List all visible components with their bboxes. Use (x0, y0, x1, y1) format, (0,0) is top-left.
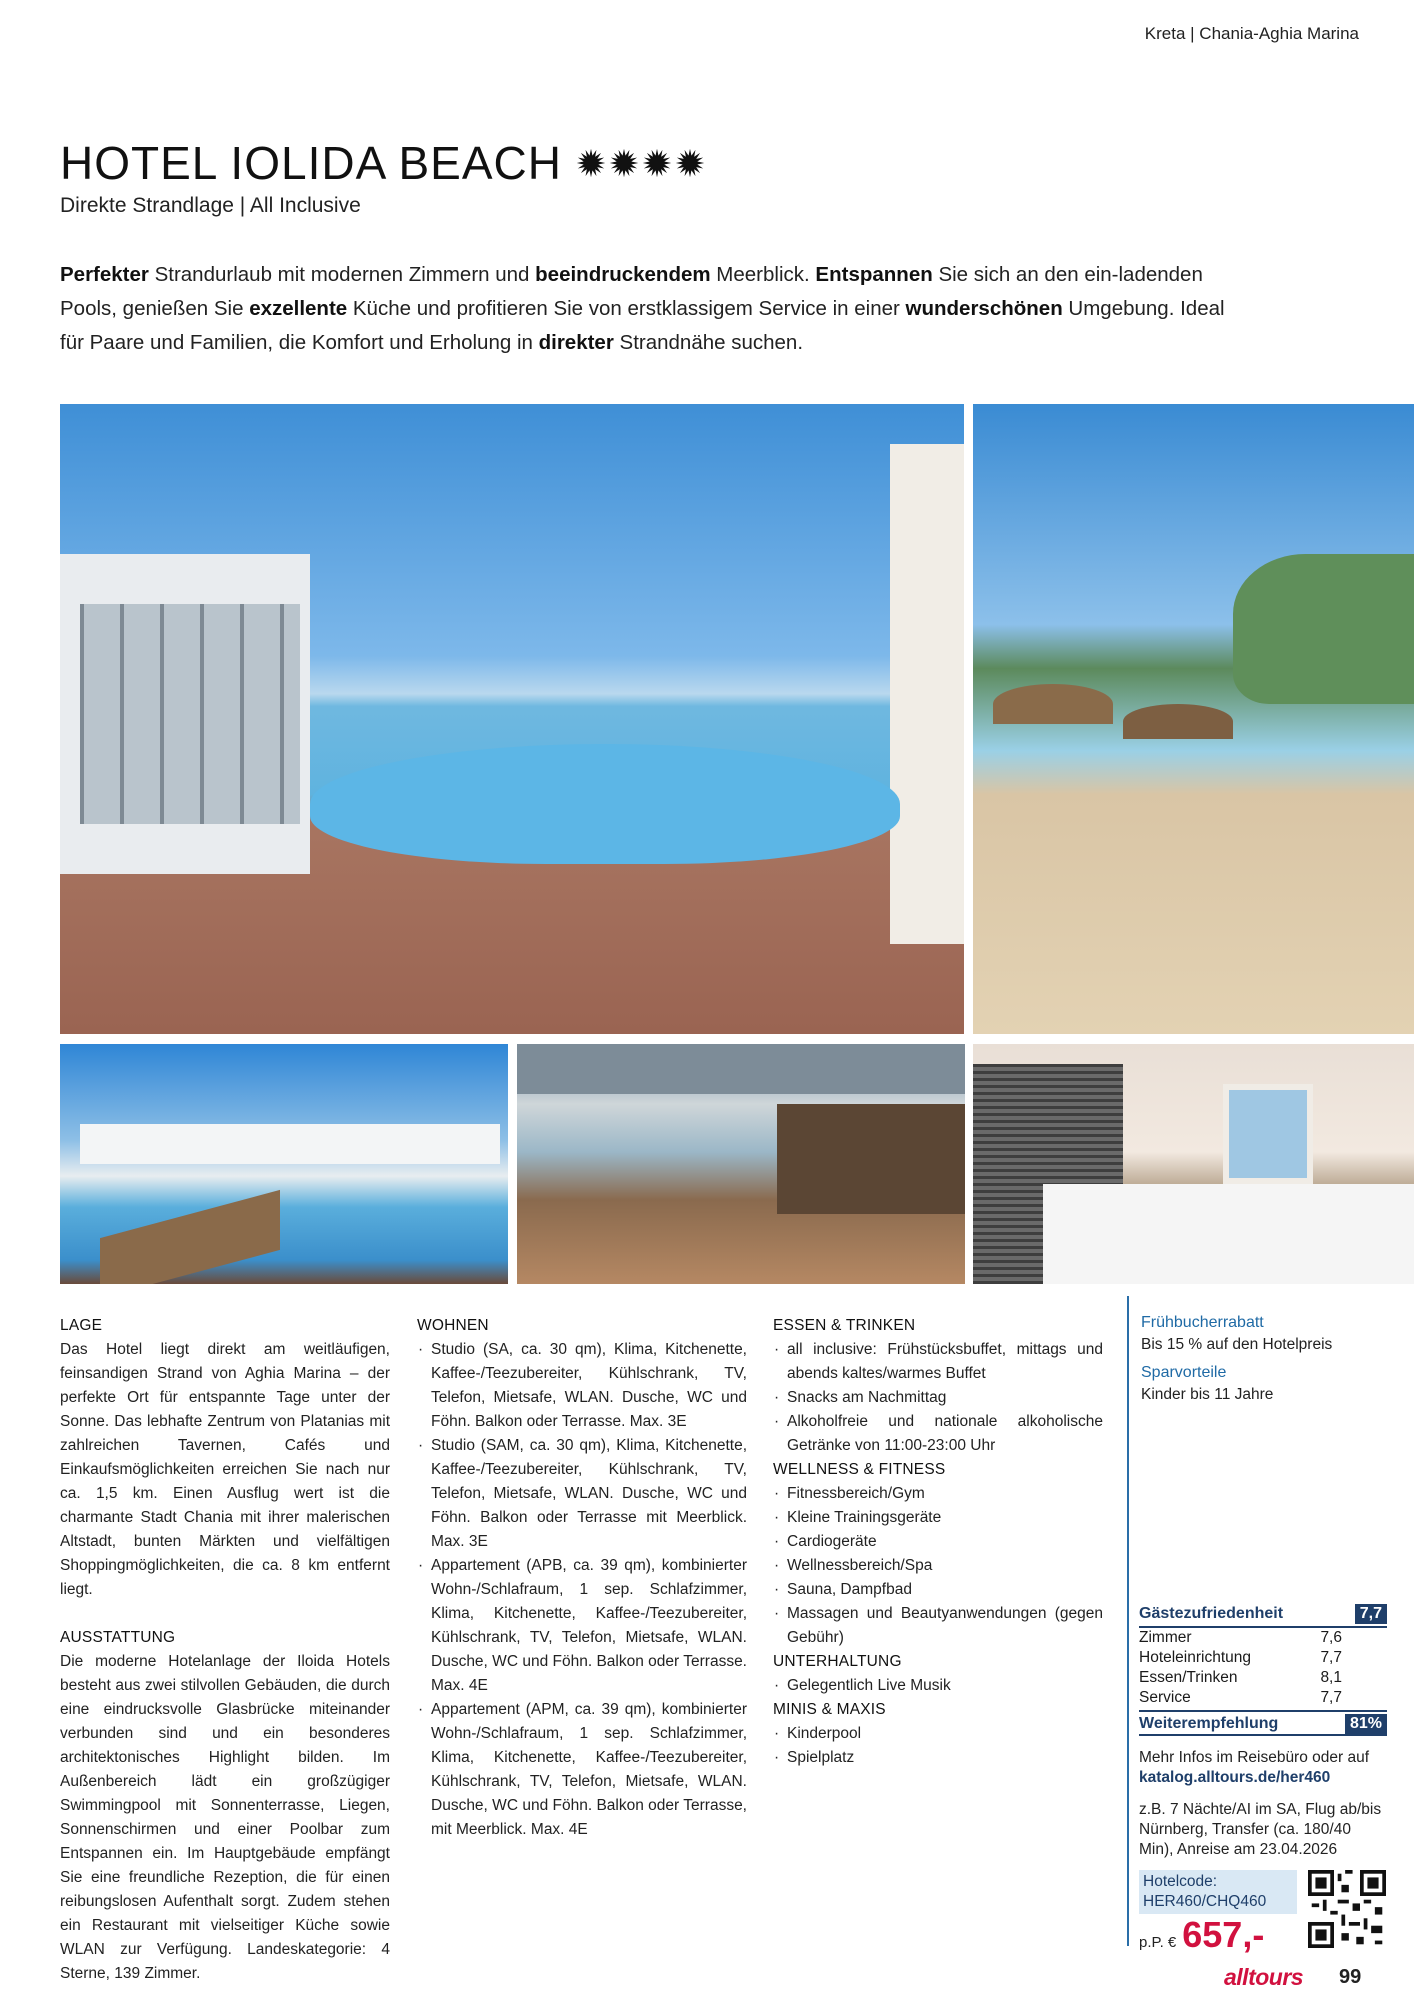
list-item: · Studio (SA, ca. 30 qm), Klima, Kitchenette, Kaffee-/Teezubereiter, Kühlschrank, TV, Telefon, Mietsafe, WLAN. Dusche, WC und Föhn. Balkon oder Terrasse. Max. 3E (417, 1338, 747, 1434)
list-item: · Studio (SAM, ca. 30 qm), Klima, Kitchenette, Kaffee-/Teezubereiter, Kühlschrank, TV, Telefon, Mietsafe, WLAN. Dusche, WC und Föhn. Balkon oder Terrasse mit Meerblick. Max. 3E (417, 1434, 747, 1554)
rating-label: Zimmer (1139, 1629, 1192, 1646)
intro-text-6: Strandnähe suchen. (613, 331, 804, 354)
list-item: · Appartement (APB, ca. 39 qm), kombinierter Wohn-/Schlafraum, 1 sep. Schlafzimmer, Klima, Kitchenette, Kaffee-/Teezubereiter, Kühlschrank, TV, Telefon, Mietsafe, WLAN. Dusche, WC und Föhn. Balkon oder Terrasse. Max. 4E (417, 1554, 747, 1698)
fruehbucher-title: Frühbucherrabatt (1141, 1314, 1264, 1331)
list-item: · Alkoholfreie und nationale alkoholische Getränke von 11:00-23:00 Uhr (773, 1410, 1103, 1458)
rating-label: Service (1139, 1689, 1191, 1706)
price-prefix: p.P. € (1139, 1934, 1177, 1951)
list-item: · Sauna, Dampfbad (773, 1578, 1103, 1602)
alltours-logo: alltours (1224, 1964, 1304, 1990)
column-location-facilities (60, 1314, 390, 1986)
spar-text: Kinder bis 11 Jahre (1141, 1386, 1274, 1403)
list-item: · Gelegentlich Live Musik (773, 1674, 1103, 1698)
minis-list (773, 1722, 1103, 1770)
guest-rating (1139, 1604, 1387, 1736)
intro-bold-1: Perfekter (60, 263, 149, 286)
more-info (1139, 1748, 1389, 1788)
list-item: · Massagen und Beautyanwendungen (gegen Gebühr) (773, 1602, 1103, 1650)
unterhaltung-list (773, 1674, 1103, 1698)
star-rating (576, 148, 708, 178)
sun-star-icon (609, 148, 639, 178)
essen-list (773, 1338, 1103, 1458)
list-item: · Kinderpool (773, 1722, 1103, 1746)
sun-star-icon (642, 148, 672, 178)
lage-heading: LAGE (60, 1317, 103, 1334)
page-number: 99 (1339, 1966, 1362, 1988)
list-item: · Wellnessbereich/Spa (773, 1554, 1103, 1578)
spar-title: Sparvorteile (1141, 1364, 1227, 1381)
photo-pool-building (60, 404, 964, 1034)
intro-bold-2: beeindruckendem (535, 263, 711, 286)
price (1139, 1914, 1264, 1956)
hotel-subtitle: Direkte Strandlage | All Inclusive (60, 194, 361, 217)
fruehbucher-text: Bis 15 % auf den Hotelpreis (1141, 1336, 1333, 1353)
sun-star-icon (675, 148, 705, 178)
essen-heading: ESSEN & TRINKEN (773, 1317, 916, 1334)
lage-text: Das Hotel liegt direkt am weitläufigen, feinsandigen Strand von Aghia Marina – der perfekte Ort für entspannte Tage unter der Sonne. Das lebhafte Zentrum von Platanias mit zahlreichen Tavernen, Cafés und Einkaufsmöglichkeiten erreichen Sie nach nur ca. 1,5 km. Einen Ausflug wert ist die charmante Stadt Chania mit ihrer malerischen Altstadt, bunten Märkten und vielfältigen Shoppingmöglichkeiten, die ca. 8 km entfernt liegt. (60, 1341, 390, 1598)
intro-text-2: Meerblick. (710, 263, 816, 286)
wellness-list (773, 1482, 1103, 1650)
list-item: · all inclusive: Frühstücksbuffet, mittags und abends kaltes/warmes Buffet (773, 1338, 1103, 1386)
title-row (60, 136, 708, 190)
intro-text-4: Küche und profitieren Sie von erstklassigem Service in einer (347, 297, 906, 320)
intro-text-1: Strandurlaub mit modernen Zimmern und (148, 263, 536, 286)
hotelcode-value: HER460/CHQ460 (1143, 1893, 1267, 1910)
sun-star-icon (576, 148, 606, 178)
list-item: · Snacks am Nachmittag (773, 1386, 1103, 1410)
hotelcode-label: Hotelcode: (1143, 1873, 1218, 1890)
intro-text-3: Sie sich an den ein-ladenden Pools, genießen Sie (60, 263, 1203, 320)
photo-restaurant-terrace (517, 1044, 965, 1284)
list-item: · Appartement (APM, ca. 39 qm), kombinierter Wohn-/Schlafraum, 1 sep. Schlafzimmer, Klima, Kitchenette, Kaffee-/Teezubereiter, Kühlschrank, TV, Telefon, Mietsafe, WLAN. Dusche, WC und Föhn. Balkon oder Terrasse, mit Meerblick. Max. 4E (417, 1698, 747, 1842)
rating-row (1139, 1688, 1387, 1708)
price-value: 657,- (1182, 1914, 1265, 1955)
minis-heading: MINIS & MAXIS (773, 1701, 886, 1718)
rating-label: Essen/Trinken (1139, 1669, 1238, 1686)
rating-value: 7,7 (1320, 1649, 1342, 1666)
qr-code-icon[interactable] (1308, 1870, 1386, 1948)
breadcrumb: Kreta | Chania-Aghia Marina (1144, 24, 1359, 43)
catalog-link[interactable]: katalog.alltours.de/her460 (1139, 1769, 1331, 1786)
ausstattung-heading: AUSSTATTUNG (60, 1629, 176, 1646)
intro-text (60, 258, 1240, 360)
list-item: · Cardiogeräte (773, 1530, 1103, 1554)
photo-pool-sunbather (60, 1044, 508, 1284)
recommendation-badge: 81% (1345, 1714, 1387, 1734)
intro-text-5: Umgebung. Ideal für Paare und Familien, die Komfort und Erholung in (60, 297, 1225, 354)
list-item: · Spielplatz (773, 1746, 1103, 1770)
hotelcode-box (1139, 1870, 1297, 1914)
rating-row (1139, 1648, 1387, 1668)
list-item: · Fitnessbereich/Gym (773, 1482, 1103, 1506)
ausstattung-text: Die moderne Hotelanlage der Iloida Hotels besteht aus zwei stilvollen Gebäuden, die durch eine eindrucksvolle Glasbrücke miteinander verbunden sind und ein besonderes architektonisches Highlight bilden. Im Außenbereich lädt ein großzügiger Swimmingpool mit Sonnenterrasse, Liegen, Sonnenschirmen und einer Poolbar zum Entspannen ein. Im Hauptgebäude empfängt Sie eine freundliche Rezeption, die für einen reibungslosen Aufenthalt sorgt. Zudem stehen ein Restaurant mit vielseitiger Küche sowie WLAN zur Verfügung. Landeskategorie: 4 Sterne, 139 Zimmer. (60, 1653, 390, 1982)
rating-row (1139, 1628, 1387, 1648)
wellness-heading: WELLNESS & FITNESS (773, 1461, 946, 1478)
rating-score-badge: 7,7 (1355, 1604, 1387, 1624)
intro-bold-6: direkter (538, 331, 614, 354)
recommendation-label: Weiterempfehlung (1139, 1715, 1279, 1732)
intro-bold-3: Entspannen (815, 263, 933, 286)
rating-label: Hoteleinrichtung (1139, 1649, 1252, 1666)
rating-row (1139, 1668, 1387, 1688)
photo-beach-umbrellas (973, 404, 1414, 1034)
intro-bold-5: wunderschönen (905, 297, 1063, 320)
photo-room (973, 1044, 1414, 1284)
price-example: z.B. 7 Nächte/AI im SA, Flug ab/bis Nürnberg, Transfer (ca. 180/40 Min), Anreise am 23.04.2026 (1139, 1801, 1382, 1858)
rating-value: 7,6 (1320, 1629, 1342, 1646)
rating-title: Gästezufriedenheit (1139, 1605, 1284, 1622)
column-wohnen (417, 1314, 747, 1842)
list-item: · Kleine Trainingsgeräte (773, 1506, 1103, 1530)
wohnen-heading: WOHNEN (417, 1317, 489, 1334)
hotel-title: HOTEL IOLIDA BEACH (60, 137, 562, 189)
column-amenities (773, 1314, 1103, 1770)
unterhaltung-heading: UNTERHALTUNG (773, 1653, 902, 1670)
wohnen-list (417, 1338, 747, 1842)
rating-value: 7,7 (1320, 1689, 1342, 1706)
rating-value: 8,1 (1320, 1669, 1342, 1686)
recommendation-row (1139, 1710, 1387, 1736)
more-info-text: Mehr Infos im Reisebüro oder auf (1139, 1749, 1370, 1766)
intro-bold-4: exzellente (249, 297, 348, 320)
